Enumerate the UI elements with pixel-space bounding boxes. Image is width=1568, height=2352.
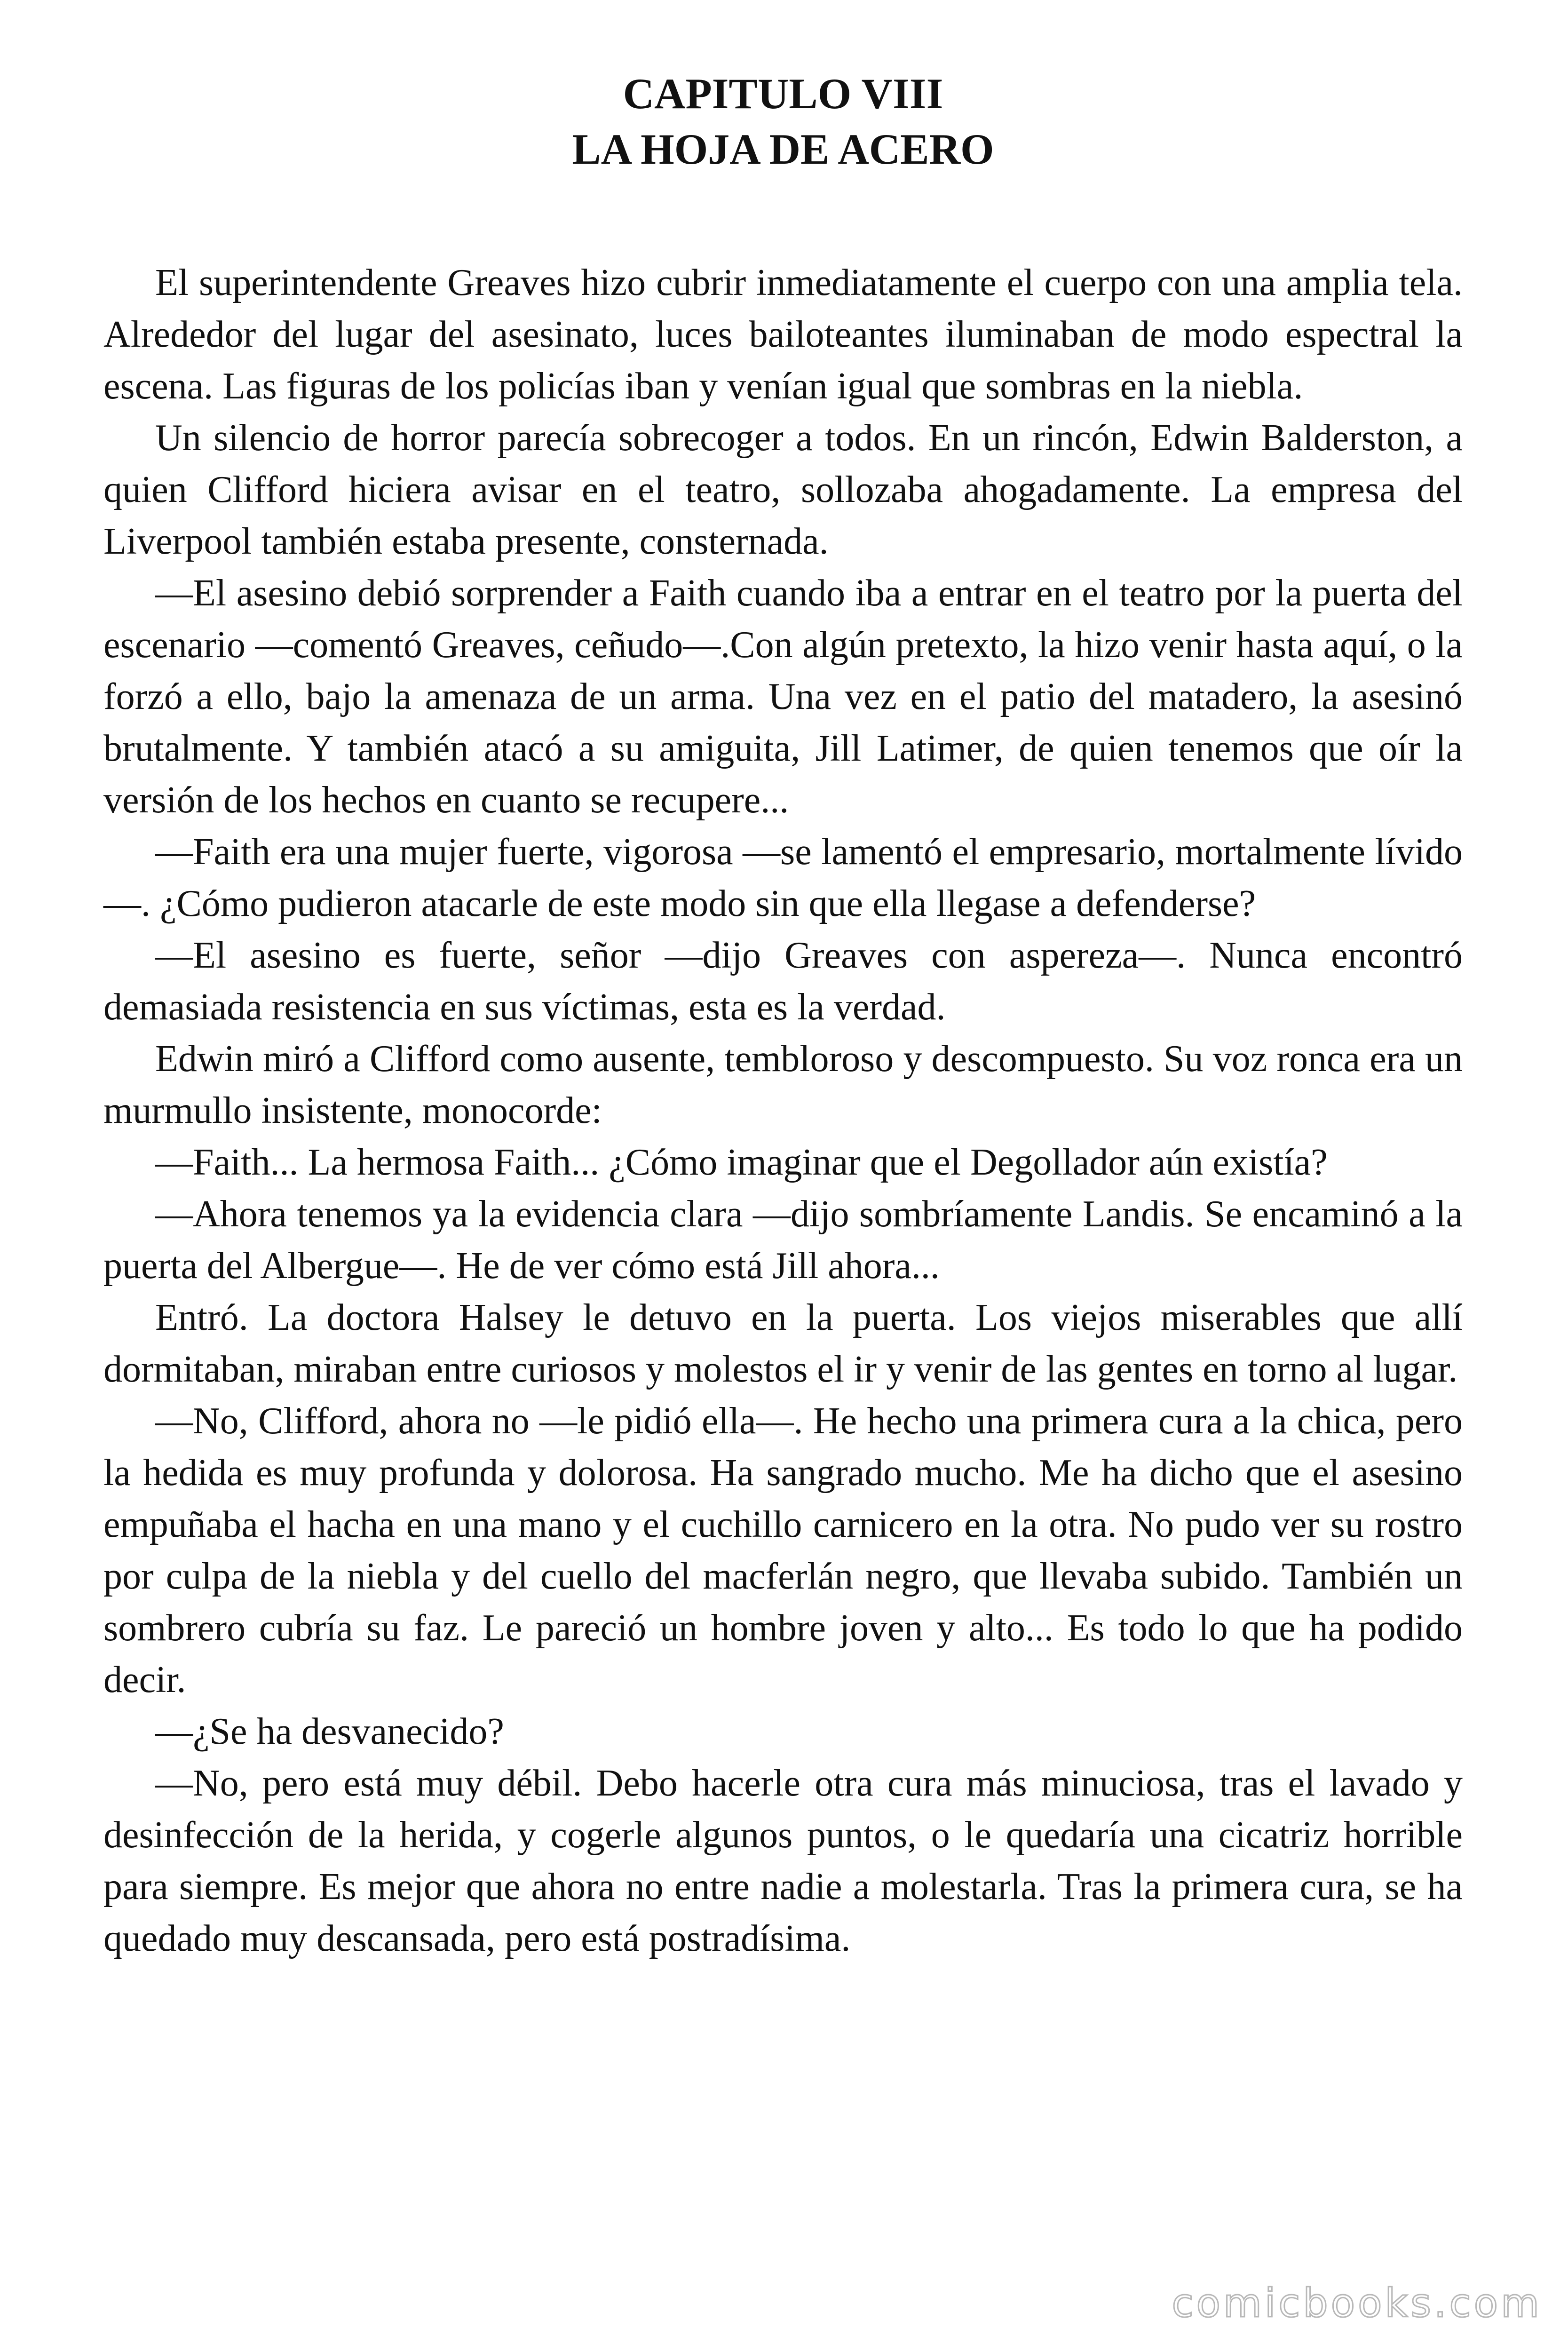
body-text — [103, 257, 1463, 1964]
paragraph: —No, Clifford, ahora no —le pidió ella—. He hecho una primera cura a la chica, pero la hedida es muy profunda y dolorosa. Ha sangrado mucho. Me ha dicho que el asesino empuñaba el hacha en una mano y el cuchillo carnicero en la otra. No pudo ver su rostro por culpa de la niebla y del cuello del macferlán negro, que llevaba subido. También un sombrero cubría su faz. Le pareció un hombre joven y alto... Es todo lo que ha podido decir. — [103, 1400, 1463, 1700]
paragraph: —Faith... La hermosa Faith... ¿Cómo imaginar que el Degollador aún existía? — [155, 1142, 1328, 1183]
paragraph: —Ahora tenemos ya la evidencia clara —dijo sombríamente Landis. Se encaminó a la puerta del Albergue—. He de ver cómo está Jill ahora... — [103, 1193, 1463, 1287]
paragraph: Edwin miró a Clifford como ausente, tembloroso y descompuesto. Su voz ronca era un murmullo insistente, monocorde: — [103, 1038, 1463, 1131]
chapter-title: LA HOJA DE ACERO — [572, 125, 994, 173]
chapter-number: CAPITULO VIII — [623, 70, 943, 118]
book-page — [103, 66, 1463, 2305]
chapter-heading — [103, 66, 1463, 177]
paragraph: —¿Se ha desvanecido? — [155, 1711, 504, 1752]
paragraph: —No, pero está muy débil. Debo hacerle otra cura más minuciosa, tras el lavado y desinfección de la herida, y cogerle algunos puntos, o le quedaría una cicatriz horrible para siempre. Es mejor que ahora no entre nadie a molestarla. Tras la primera cura, se ha quedado muy descansada, pero está postradísima. — [103, 1763, 1463, 1959]
paragraph: El superintendente Greaves hizo cubrir inmediatamente el cuerpo con una amplia tela. Alrededor del lugar del asesinato, luces bailoteantes iluminaban de modo espectral la escena. Las figuras de los policías iban y venían igual que sombras en la niebla. — [103, 262, 1463, 407]
paragraph: Entró. La doctora Halsey le detuvo en la puerta. Los viejos miserables que allí dormitaban, miraban entre curiosos y molestos el ir y venir de las gentes en torno al lugar. — [103, 1297, 1463, 1390]
watermark: comicbooks.com — [1172, 2280, 1542, 2326]
paragraph: —El asesino debió sorprender a Faith cuando iba a entrar en el teatro por la puerta del escenario —comentó Greaves, ceñudo—.Con algún pretexto, la hizo venir hasta aquí, o la forzó a ello, bajo la amenaza de un arma. Una vez en el patio del matadero, la asesinó brutalmente. Y también atacó a su amiguita, Jill Latimer, de quien tenemos que oír la versión de los hechos en cuanto se recupere... — [103, 572, 1463, 821]
paragraph: —El asesino es fuerte, señor —dijo Greaves con aspereza—. Nunca encontró demasiada resistencia en sus víctimas, esta es la verdad. — [103, 935, 1463, 1028]
paragraph: —Faith era una mujer fuerte, vigorosa —se lamentó el empresario, mortalmente lívido—. ¿Cómo pudieron atacarle de este modo sin que ella llegase a defenderse? — [103, 831, 1463, 924]
paragraph: Un silencio de horror parecía sobrecoger a todos. En un rincón, Edwin Balderston, a quien Clifford hiciera avisar en el teatro, sollozaba ahogadamente. La empresa del Liverpool también estaba presente, consternada. — [103, 417, 1463, 562]
